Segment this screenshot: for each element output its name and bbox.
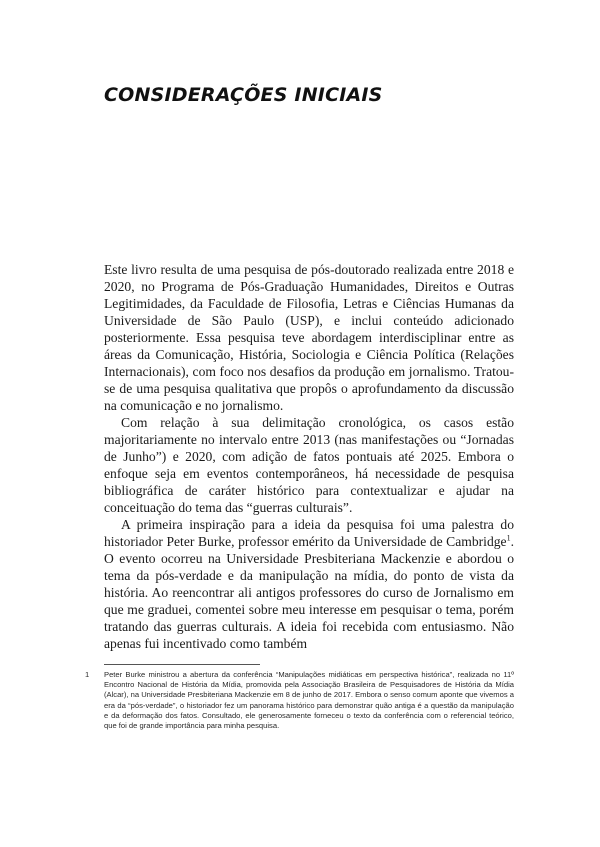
paragraph-3-text-start: A primeira inspiração para a ideia da pesquisa foi uma palestra do historiador Peter Burke, professor emérito da Universidade de Cambridge <box>104 517 514 549</box>
footnote-text: Peter Burke ministrou a abertura da conferência “Manipulações midiáticas em perspectiva histórica”, realizada no 11º Encontro Nacional de História da Mídia, promovida pela Associação Brasileira de Pesquisadores de História da Mídia (Alcar), na Universidade Presbiteriana Mackenzie em 8 de junho de 2017. Embora o senso comum aponte que vivemos a era da “pós-verdade”, o historiador fez um panorama histórico para demonstrar quão antiga é a questão da manipulação e da deformação dos fatos. Consultado, ele generosamente forneceu o texto da conferência com o referencial teórico, que foi de grande importância para minha pesquisa. <box>104 670 514 731</box>
paragraph-2: Com relação à sua delimitação cronológica, os casos estão majoritariamente no intervalo entre 2013 (nas manifestações ou “Jornadas de Junho”) e 2020, com adição de fatos pontuais até 2025. Embora o enfoque seja em eventos contemporâneos, há necessidade de pesquisa bibliográfica de caráter histórico para contextualizar e ajudar na conceituação do tema das “guerras culturais”. <box>104 415 514 515</box>
footnote-reference[interactable]: 1 <box>506 533 511 543</box>
paragraph-3 <box>104 516 514 652</box>
footnote-divider <box>104 664 260 665</box>
paragraph-1: Este livro resulta de uma pesquisa de pós-doutorado realizada entre 2018 e 2020, no Programa de Pós-Graduação Humanidades, Direitos e Outras Legitimidades, da Faculdade de Filosofia, Letras e Ciências Humanas da Universidade de São Paulo (USP), e inclui conteúdo adicionado posteriormente. Essa pesquisa teve abordagem interdisciplinar entre as áreas da Comunicação, História, Sociologia e Ciência Política (Relações Internacionais), com foco nos desafios da produção em jornalismo. Tratou-se de uma pesquisa qualitativa que propôs o aprofundamento da discussão na comunicação e no jornalismo. <box>104 262 514 413</box>
footnote <box>85 670 514 731</box>
body-text <box>104 261 514 652</box>
chapter-title: CONSIDERAÇÕES INICIAIS <box>104 84 383 106</box>
footnote-number: 1 <box>85 670 90 679</box>
paragraph-3-text-end: . O evento ocorreu na Universidade Presbiteriana Mackenzie e abordou o tema da pós-verdade e da manipulação na mídia, do ponto de vista da história. Ao reencontrar ali antigos professores do curso de Jornalismo em que me graduei, comentei sobre meu interesse em pesquisar o tema, porém tratando das guerras culturais. A ideia foi recebida com entusiasmo. Não apenas fui incentivado como também <box>104 534 514 651</box>
